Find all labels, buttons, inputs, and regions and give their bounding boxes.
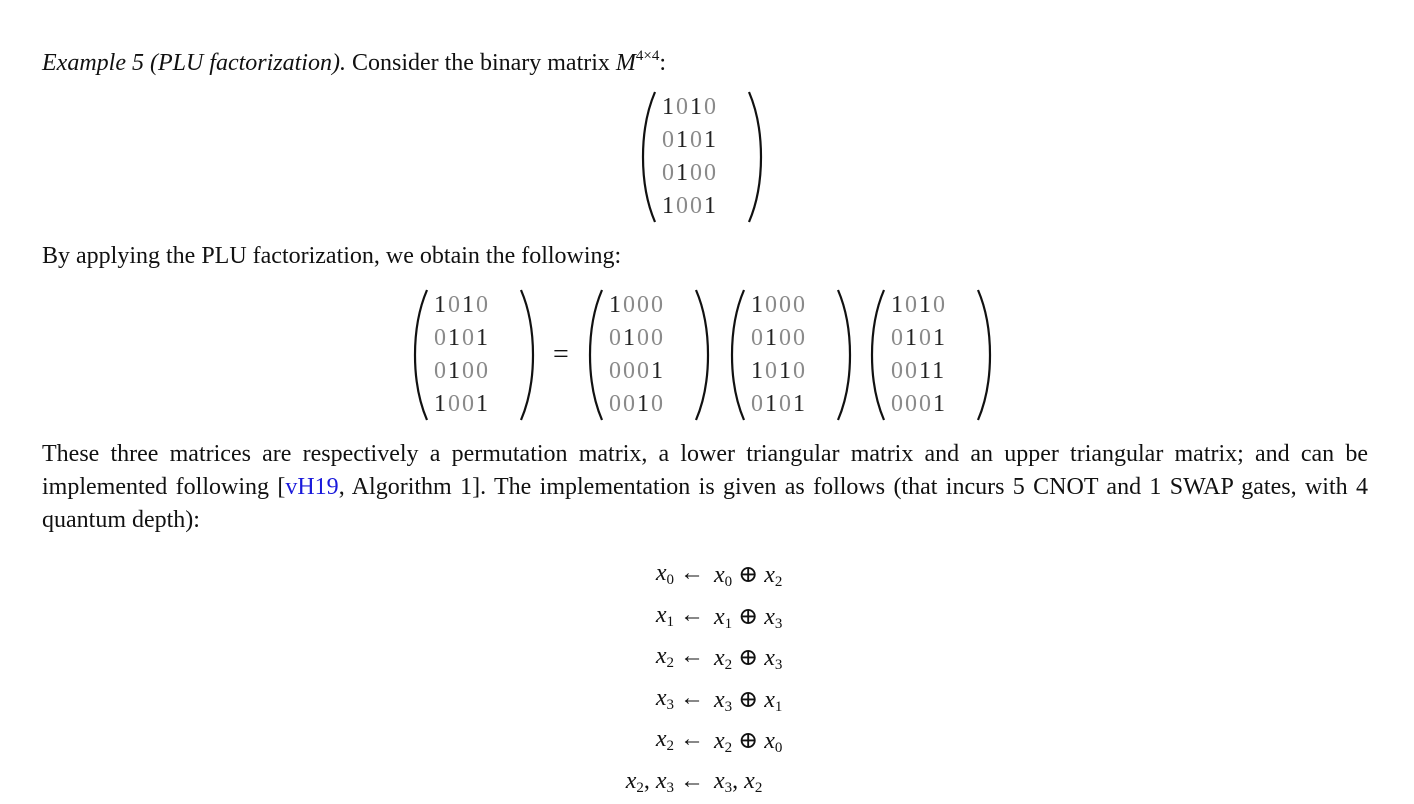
matrix-entry: 0 bbox=[765, 358, 779, 384]
matrix-entry: 0 bbox=[637, 325, 651, 351]
matrix-entry: 1 bbox=[662, 193, 676, 219]
matrix-entry: 1 bbox=[637, 391, 651, 417]
matrix-entry: 0 bbox=[891, 391, 905, 417]
matrix-entry: 0 bbox=[779, 325, 793, 351]
step-rhs: $x_0$ ⊕ $x_2$ bbox=[714, 562, 783, 590]
matrix-lhs bbox=[412, 288, 540, 422]
matrix-entry: 0 bbox=[462, 325, 476, 351]
matrix-row bbox=[662, 190, 718, 223]
assign-arrow: ← bbox=[680, 726, 704, 752]
step-rhs: $x_2$ ⊕ $x_3$ bbox=[714, 645, 783, 673]
matrix-entry: 0 bbox=[623, 391, 637, 417]
matrix-entry: 0 bbox=[662, 160, 676, 186]
matrix-entry: 1 bbox=[462, 292, 476, 318]
step-lhs: $x_2$ bbox=[655, 643, 674, 671]
matrix-row bbox=[751, 289, 807, 322]
matrix-entry: 0 bbox=[462, 358, 476, 384]
matrix-entry: 1 bbox=[932, 358, 947, 384]
matrix-row bbox=[434, 289, 490, 322]
step-rhs: $x_3$ ⊕ $x_1$ bbox=[714, 686, 783, 715]
matrix-row bbox=[609, 355, 665, 388]
matrix-entry: 1 bbox=[704, 193, 718, 219]
matrix-entry: 0 bbox=[609, 358, 623, 384]
matrix-entry: 0 bbox=[905, 358, 919, 384]
matrix-entry: 0 bbox=[651, 292, 665, 318]
matrix-entry: 1 bbox=[434, 391, 448, 417]
matrix-row bbox=[891, 289, 947, 322]
matrix-row bbox=[609, 322, 665, 355]
right-paren bbox=[746, 90, 764, 224]
matrix-entry: 0 bbox=[651, 325, 665, 351]
matrix-entry: 0 bbox=[704, 160, 718, 186]
matrix-entry: 1 bbox=[905, 325, 919, 351]
matrix-entry: 1 bbox=[779, 358, 793, 384]
matrix-entry: 0 bbox=[676, 94, 690, 120]
paragraph-text-1: These three matrices are respectively a permutation matrix, a lower triangular matrix and an upper triangular matrix; and can be implemented following [ bbox=[42, 441, 1368, 500]
matrix-row bbox=[891, 388, 947, 421]
matrix-entry: 1 bbox=[751, 292, 765, 318]
matrix-entry: 0 bbox=[905, 391, 919, 417]
matrix-row bbox=[434, 388, 490, 421]
left-paren bbox=[587, 288, 605, 422]
matrix-entry: 0 bbox=[779, 292, 793, 318]
matrix-entry: 0 bbox=[779, 391, 793, 417]
matrix-entry: 0 bbox=[891, 325, 905, 351]
matrix-row bbox=[891, 322, 947, 355]
matrix-entry: 1 bbox=[676, 160, 690, 186]
example-intro: Consider the binary matrix bbox=[345, 50, 616, 76]
matrix-p bbox=[587, 288, 715, 422]
right-paren bbox=[518, 288, 536, 422]
matrix-entry: 1 bbox=[933, 391, 947, 417]
matrix-entry: 0 bbox=[751, 325, 765, 351]
equals-sign: = bbox=[553, 339, 569, 370]
matrix-entry: 1 bbox=[448, 325, 462, 351]
step-lhs: $x_1$ bbox=[655, 601, 674, 630]
matrix-row bbox=[751, 322, 807, 355]
assign-arrow: ← bbox=[680, 767, 704, 794]
assign-arrow: ← bbox=[680, 560, 704, 586]
matrix-row bbox=[609, 289, 665, 322]
assign-arrow: ← bbox=[680, 601, 704, 628]
matrix-entry: 0 bbox=[637, 358, 651, 384]
matrix-entry: 0 bbox=[793, 292, 807, 318]
matrix-row bbox=[609, 388, 665, 421]
matrix-entry: 0 bbox=[751, 391, 765, 417]
matrix-entry: 1 bbox=[919, 292, 933, 318]
matrix-entry: 0 bbox=[793, 325, 807, 351]
matrix-row bbox=[434, 322, 490, 355]
paragraph-text-2: , Algorithm 1]. The implementation is given as follows (that incurs 5 CNOT and 1 SWAP gates, with 4 quantum depth): bbox=[42, 474, 1368, 533]
matrix-entry: 0 bbox=[623, 358, 637, 384]
matrix-entry: 0 bbox=[919, 325, 933, 351]
matrix-row bbox=[891, 355, 946, 388]
intro-end: : bbox=[659, 50, 667, 76]
matrix-entry: 0 bbox=[690, 193, 704, 219]
matrix-dims: 4×4 bbox=[635, 48, 660, 64]
matrix-entry: 0 bbox=[690, 160, 704, 186]
example-heading bbox=[42, 40, 666, 80]
matrix-entry: 1 bbox=[765, 391, 779, 417]
example-label: Example 5 bbox=[42, 50, 144, 76]
matrix-entry: 0 bbox=[933, 292, 947, 318]
step-lhs: $x_2$, $x_3$ bbox=[625, 767, 674, 796]
matrix-entry: 0 bbox=[476, 292, 490, 318]
matrix-entry: 0 bbox=[637, 292, 651, 318]
left-paren bbox=[640, 90, 658, 224]
matrix-entry: 0 bbox=[609, 391, 623, 417]
matrix-entry: 1 bbox=[476, 391, 490, 417]
step-lhs: $x_2$ bbox=[655, 726, 674, 754]
matrix-entry: 0 bbox=[623, 292, 637, 318]
matrix-entry: 0 bbox=[905, 292, 919, 318]
right-paren bbox=[693, 288, 711, 422]
matrix-row bbox=[662, 157, 718, 190]
citation-link[interactable]: vH19 bbox=[285, 474, 339, 500]
left-paren bbox=[729, 288, 747, 422]
matrix-u bbox=[869, 288, 997, 422]
matrix-entry: 0 bbox=[793, 358, 807, 384]
right-paren bbox=[835, 288, 853, 422]
matrix-entry: 0 bbox=[434, 325, 448, 351]
matrix-entry: 1 bbox=[793, 391, 807, 417]
assign-arrow: ← bbox=[680, 643, 704, 669]
matrix-row bbox=[751, 355, 807, 388]
matrix-row bbox=[434, 355, 490, 388]
right-paren bbox=[975, 288, 993, 422]
matrix-row bbox=[751, 388, 807, 421]
step-rhs: $x_2$ ⊕ $x_0$ bbox=[714, 728, 783, 756]
step-lhs: $x_3$ bbox=[655, 684, 674, 713]
matrix-symbol: M bbox=[615, 50, 636, 76]
matrix-entry: 1 bbox=[434, 292, 448, 318]
matrix-entry: 1 bbox=[704, 127, 718, 153]
matrix-entry: 0 bbox=[704, 94, 718, 120]
matrix-entry: 0 bbox=[891, 358, 905, 384]
plu-intro: By applying the PLU factorization, we obtain the following: bbox=[42, 243, 622, 269]
matrix-entry: 0 bbox=[919, 391, 933, 417]
matrix-row bbox=[662, 124, 718, 157]
matrix-entry: 0 bbox=[448, 391, 462, 417]
matrix-entry: 0 bbox=[476, 358, 490, 384]
matrix-entry: 1 bbox=[609, 292, 623, 318]
matrix-entry: 1 bbox=[919, 358, 933, 384]
matrix-entry: 1 bbox=[765, 325, 779, 351]
example-topic: (PLU factorization). bbox=[149, 50, 346, 76]
matrix-entry: 0 bbox=[765, 292, 779, 318]
matrix-entry: 1 bbox=[751, 358, 765, 384]
matrix-entry: 1 bbox=[891, 292, 905, 318]
matrix-entry: 0 bbox=[462, 391, 476, 417]
matrix-l bbox=[729, 288, 857, 422]
matrix-entry: 1 bbox=[676, 127, 690, 153]
matrix-row bbox=[662, 91, 718, 124]
matrix-m bbox=[640, 90, 768, 224]
matrix-entry: 1 bbox=[662, 94, 676, 120]
matrix-entry: 0 bbox=[662, 127, 676, 153]
matrix-entry: 0 bbox=[651, 391, 665, 417]
matrix-entry: 1 bbox=[623, 325, 637, 351]
matrix-entry: 0 bbox=[609, 325, 623, 351]
matrix-entry: 1 bbox=[476, 325, 490, 351]
left-paren bbox=[869, 288, 887, 422]
step-lhs: $x_0$ bbox=[655, 560, 674, 588]
step-rhs: $x_3$, $x_2$ bbox=[714, 767, 763, 796]
matrix-entry: 0 bbox=[448, 292, 462, 318]
assign-arrow: ← bbox=[680, 684, 704, 711]
left-paren bbox=[412, 288, 430, 422]
matrix-entry: 0 bbox=[676, 193, 690, 219]
matrix-entry: 0 bbox=[434, 358, 448, 384]
matrix-entry: 1 bbox=[933, 325, 947, 351]
matrix-entry: 1 bbox=[690, 94, 704, 120]
matrix-entry: 1 bbox=[448, 358, 462, 384]
matrix-entry: 1 bbox=[651, 358, 665, 384]
matrix-entry: 0 bbox=[690, 127, 704, 153]
explanation-paragraph bbox=[42, 438, 1368, 537]
step-rhs: $x_1$ ⊕ $x_3$ bbox=[714, 603, 783, 632]
